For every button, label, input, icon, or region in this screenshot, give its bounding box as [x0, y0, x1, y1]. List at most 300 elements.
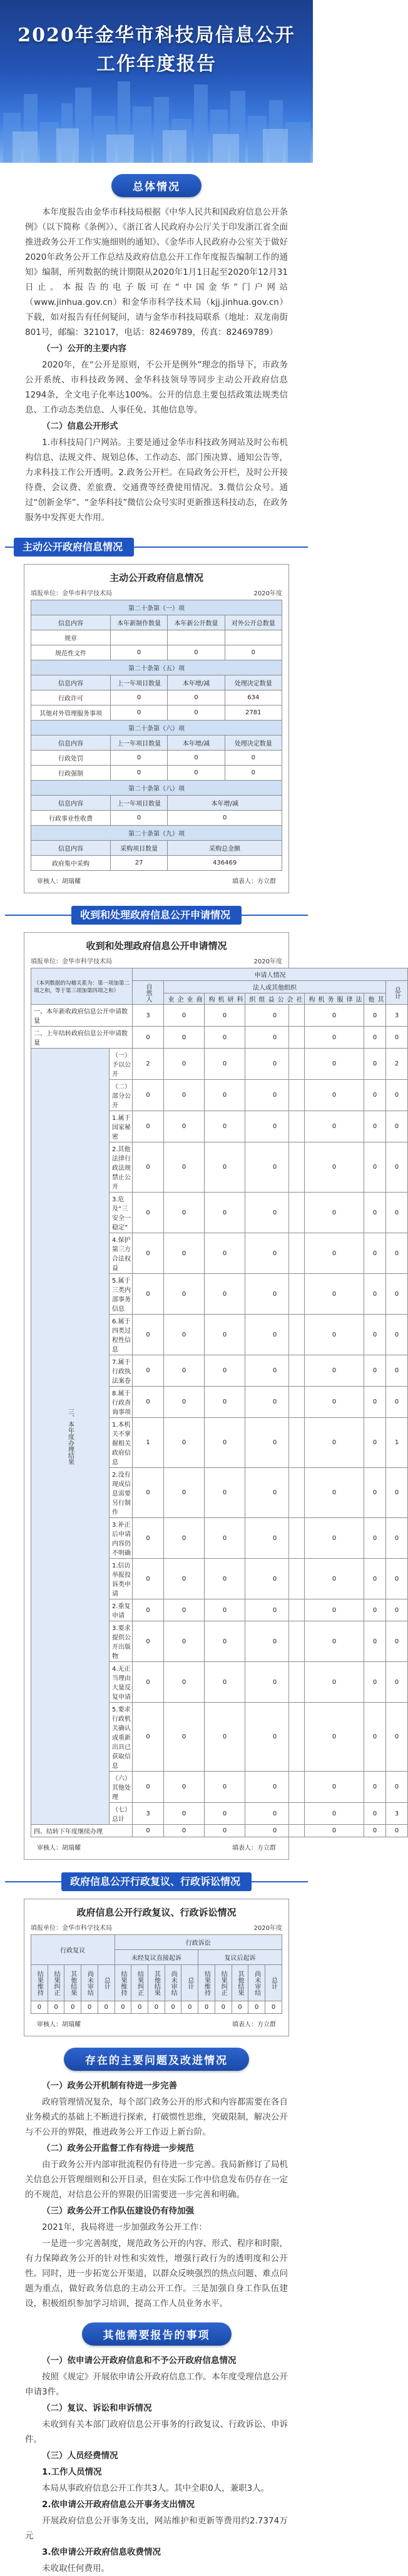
table-cell: 0: [225, 751, 282, 766]
table-header: 信息内容: [31, 841, 111, 856]
apply-cell: 0: [305, 1111, 364, 1142]
apply-cell: 0: [205, 1803, 245, 1825]
table-row: [31, 1825, 408, 1837]
apply-table-year: 2020年度: [253, 958, 282, 965]
apply-cell: 0: [364, 1142, 386, 1193]
table-row: [31, 706, 282, 721]
apply-cell: 0: [386, 1315, 408, 1355]
table-header: 处理决定数量: [225, 675, 282, 690]
reviewer: 审核人：胡瑞耀: [37, 1845, 81, 1852]
active-title: 主动公开政府信息情况: [14, 538, 134, 557]
apply-cell: 0: [386, 1080, 408, 1111]
problems-p1: 政府管理情况复杂，每个部门政务公开的形式和内容都需要在各自业务模式的基础上不断进行探索，打破惯性思维，突破限制，解决公开与不公开的界限，推进政务公开工作迈上新台阶。: [25, 2097, 288, 2137]
table-cell: 0: [110, 706, 167, 721]
apply-table-card: [24, 932, 400, 1860]
table-header: 对外公开总数量: [225, 615, 282, 630]
review-col-header: 其他结果: [148, 1965, 165, 2001]
apply-cell: 0: [386, 1825, 408, 1837]
apply-cell: 0: [205, 1315, 245, 1355]
review-cell: 0: [31, 2001, 48, 2014]
apply-cell: 0: [205, 1355, 245, 1387]
active-table-year: 2020年度: [253, 590, 282, 597]
apply-cell: 0: [305, 1005, 364, 1027]
review-group-2a: 未经复议直接起诉: [115, 1950, 198, 1965]
table-header: 信息内容: [31, 796, 111, 811]
filler: 填表人：方立群: [232, 878, 276, 885]
apply-cell: 0: [364, 1049, 386, 1080]
table-header: 本年增/减: [168, 736, 225, 751]
apply-cell: 0: [205, 1005, 245, 1027]
apply-cell: 0: [245, 1315, 305, 1355]
table-row: [31, 1005, 408, 1027]
apply-cell: 0: [305, 1559, 364, 1599]
apply-row-label: 2.其他法律行政法规禁止公开: [110, 1142, 133, 1193]
table-header: 本年新公开数量: [168, 615, 225, 630]
active-group-4: 第二十条第（八）项: [31, 781, 282, 796]
review-cell: 0: [64, 2001, 81, 2014]
active-table: [31, 600, 282, 871]
apply-row-header: （本列数据的勾稽关系为：第一项加第二项之和，等于第三项加第四项之和）: [31, 968, 133, 1005]
apply-row-label: （二）部分公开: [110, 1080, 133, 1111]
hero-banner: [0, 0, 313, 163]
table-header: 上一年项目数量: [110, 796, 167, 811]
review-cell: 0: [198, 2001, 215, 2014]
review-col-header: 尚未审结: [165, 1965, 181, 2001]
table-cell: 行政事业性收费: [31, 811, 111, 826]
apply-cell: 2: [133, 1049, 164, 1080]
apply-cell: 0: [205, 1193, 245, 1233]
review-table-card: [24, 1899, 289, 2036]
table-cell: 0: [225, 645, 282, 660]
other-h3a: 1.工作人员情况: [42, 2467, 102, 2477]
table-cell: 0: [225, 766, 282, 781]
table-cell: 行政许可: [31, 690, 111, 706]
review-table-year: 2020年度: [253, 1925, 282, 1932]
apply-table: [31, 968, 408, 1837]
review-header: [0, 1871, 313, 1892]
review-col-header: 其他结果: [64, 1965, 81, 2001]
apply-cell: 0: [245, 1559, 305, 1599]
table-cell: 0: [110, 690, 167, 706]
apply-cell: 0: [164, 1111, 205, 1142]
other-p1: 按照《规定》开展依申请公开政府信息工作。本年度受理信息公开申请3件。: [25, 2372, 288, 2397]
apply-cell: 0: [364, 1468, 386, 1518]
review-col-header: 总计: [265, 1965, 282, 2001]
apply-cell: 0: [386, 1518, 408, 1559]
apply-cell: 0: [364, 1027, 386, 1049]
apply-cell: 0: [245, 1027, 305, 1049]
apply-cell: 0: [386, 1468, 408, 1518]
review-title: 政府信息公开行政复议、行政诉讼情况: [61, 1872, 252, 1891]
review-col-header: 总计: [181, 1965, 198, 2001]
apply-cell: 0: [164, 1418, 205, 1468]
table-header: 本年新制作数量: [110, 615, 167, 630]
apply-cell: 0: [245, 1387, 305, 1418]
apply-cell: 0: [364, 1193, 386, 1233]
overview-h1: （一）公开的主要内容: [42, 344, 126, 354]
apply-cell: 0: [164, 1315, 205, 1355]
other-h3: （三）人员经费情况: [42, 2451, 118, 2461]
apply-cell: 0: [164, 1772, 205, 1803]
apply-cell: 0: [133, 1080, 164, 1111]
apply-cell: 0: [164, 1468, 205, 1518]
apply-cell: 0: [164, 1703, 205, 1772]
apply-cell: 0: [133, 1355, 164, 1387]
review-col-header: 其他结果: [232, 1965, 248, 2001]
table-cell: 0: [168, 690, 225, 706]
apply-col-group: 申请人情况: [133, 968, 408, 981]
table-row: [31, 856, 282, 871]
apply-cell: 0: [386, 1599, 408, 1621]
review-col-header: 尚未审结: [81, 1965, 98, 2001]
apply-row-label: 5.要求行政机关确认或重新出具已获取信息: [110, 1703, 133, 1772]
table-row: [31, 751, 282, 766]
reviewer: 审核人：胡瑞耀: [37, 2021, 81, 2028]
apply-cell: 0: [364, 1559, 386, 1599]
table-header: 信息内容: [31, 675, 111, 690]
apply-cell: 0: [205, 1468, 245, 1518]
apply-cell: 0: [164, 1559, 205, 1599]
table-cell: [110, 630, 167, 645]
table-cell: 0: [168, 751, 225, 766]
apply-cell: 0: [164, 1355, 205, 1387]
problems-title: 存在的主要问题及改进情况: [64, 2048, 249, 2071]
apply-cell: 0: [386, 1387, 408, 1418]
apply-row-label: 5.属于三类内部事务信息: [110, 1274, 133, 1315]
active-group-3: 第二十条第（六）项: [31, 721, 282, 736]
overview-body: [0, 205, 313, 525]
table-cell: 0: [168, 811, 282, 826]
apply-row-label: （一）予以公开: [110, 1049, 133, 1080]
apply-cell: 0: [245, 1599, 305, 1621]
apply-cell: 0: [245, 1418, 305, 1468]
apply-col-sub: 其他: [364, 993, 386, 1005]
apply-cell: 0: [133, 1599, 164, 1621]
table-cell: 436469: [168, 856, 282, 871]
review-cell: 0: [48, 2001, 64, 2014]
apply-cell: 0: [164, 1825, 205, 1837]
problems-p2: 由于政务公开内部审批流程仍有待进一步完善。我局新修订了局机关信息公开管理细则和公开目录，但在实际工作中信息发布仍存在一定的不规范，对信息公开的界限仍旧需要进一步完善和明确。: [25, 2160, 288, 2200]
table-header: 采购总金额: [168, 841, 282, 856]
table-row: [31, 766, 282, 781]
apply-cell: 0: [133, 1772, 164, 1803]
apply-row-label: （六）其他处理: [110, 1772, 133, 1803]
apply-cell: 3: [133, 1005, 164, 1027]
apply-cell: 0: [305, 1518, 364, 1559]
apply-cell: 0: [164, 1005, 205, 1027]
review-group-1: 行政复议: [31, 1935, 115, 1965]
apply-col-sub: 商业企业: [164, 993, 205, 1005]
apply-cell: 0: [305, 1274, 364, 1315]
review-col-header: 结果维持: [115, 1965, 131, 2001]
active-table-meta: [31, 588, 282, 597]
apply-cell: 0: [386, 1233, 408, 1274]
apply-cell: 0: [205, 1142, 245, 1193]
apply-cell: 0: [205, 1825, 245, 1837]
apply-cell: 0: [364, 1621, 386, 1662]
table-row: [31, 1049, 408, 1080]
review-cell: 0: [181, 2001, 198, 2014]
apply-row-label: 四、结转下年度继续办理: [31, 1825, 133, 1837]
other-h3b: 2.依申请公开政府信息公开事务支出情况: [42, 2500, 195, 2510]
reviewer: 审核人：胡瑞耀: [37, 878, 81, 885]
apply-cell: 0: [386, 1193, 408, 1233]
table-header: 信息内容: [31, 736, 111, 751]
other-p2: 未收到有关本部门政府信息公开事务的行政复议、行政诉讼、申诉件。: [25, 2419, 288, 2445]
apply-cell: 0: [205, 1518, 245, 1559]
table-cell: 0: [110, 811, 167, 826]
apply-cell: 0: [205, 1621, 245, 1662]
table-row: [31, 690, 282, 706]
apply-cell: 0: [245, 1080, 305, 1111]
active-group-2: 第二十条第（五）项: [31, 660, 282, 675]
apply-cell: 0: [245, 1621, 305, 1662]
table-row: [31, 811, 282, 826]
apply-cell: 0: [133, 1559, 164, 1599]
apply-cell: 0: [205, 1559, 245, 1599]
apply-cell: 0: [164, 1387, 205, 1418]
apply-cell: 0: [386, 1027, 408, 1049]
apply-cell: 0: [245, 1355, 305, 1387]
apply-table-meta: [31, 956, 282, 965]
apply-cell: 0: [305, 1080, 364, 1111]
report-title-line1: 2020年金华市科技局信息公开: [18, 24, 295, 46]
apply-cell: 0: [364, 1111, 386, 1142]
other-h3c: 3.依申请公开政府信息收费情况: [42, 2547, 161, 2557]
review-cell: 0: [115, 2001, 131, 2014]
apply-cell: 0: [305, 1233, 364, 1274]
apply-cell: 0: [364, 1803, 386, 1825]
apply-cell: 0: [386, 1142, 408, 1193]
apply-cell: 0: [245, 1142, 305, 1193]
review-col-header: 尚未审结: [248, 1965, 265, 2001]
table-cell: 2781: [225, 706, 282, 721]
apply-cell: 0: [364, 1005, 386, 1027]
problems-p3: 2021年，我局将进一步加强政务公开工作：: [42, 2222, 207, 2232]
apply-row-label: 一、本年新收政府信息公开申请数量: [31, 1005, 133, 1027]
apply-cell: 0: [133, 1315, 164, 1355]
filler: 填表人：方立群: [232, 2021, 276, 2028]
table-header: 本年增/减: [168, 796, 282, 811]
table-cell: 行政强制: [31, 766, 111, 781]
apply-cell: 0: [305, 1662, 364, 1703]
table-header: 上一年项目数量: [110, 675, 167, 690]
apply-cell: 0: [164, 1662, 205, 1703]
active-group-1: 第二十条第（一）项: [31, 600, 282, 615]
review-cell: 0: [248, 2001, 265, 2014]
table-header: 处理决定数量: [225, 736, 282, 751]
apply-cell: 0: [245, 1193, 305, 1233]
apply-cell: 0: [133, 1703, 164, 1772]
table-header: 本年增/减: [168, 675, 225, 690]
apply-cell: 0: [164, 1080, 205, 1111]
review-cell: 0: [232, 2001, 248, 2014]
overview-h2: （二）信息公开形式: [42, 421, 118, 431]
apply-table-unit: 填报单位：金华市科学技术局: [31, 958, 112, 965]
apply-cell: 0: [305, 1418, 364, 1468]
apply-cell: 0: [164, 1803, 205, 1825]
overview-title: 总体情况: [111, 174, 201, 197]
apply-cell: 1: [133, 1418, 164, 1468]
apply-cell: 0: [364, 1518, 386, 1559]
apply-cell: 0: [164, 1027, 205, 1049]
apply-cell: 0: [164, 1233, 205, 1274]
apply-row-label: 1.本机关不掌握相关政府信息: [110, 1418, 133, 1468]
review-table: [31, 1934, 282, 2014]
apply-cell: 0: [164, 1274, 205, 1315]
apply-cell: 0: [245, 1274, 305, 1315]
table-row: [31, 630, 282, 645]
apply-col-persons: 自然人: [133, 981, 164, 1005]
other-p3b: 开展政府信息公开事务支出，网站维护和更新等费用约2.7374万元: [25, 2516, 288, 2541]
apply-cell: 0: [305, 1193, 364, 1233]
review-cell: 0: [165, 2001, 181, 2014]
apply-row-label: 3.补正后申请内容仍不明确: [110, 1518, 133, 1559]
apply-row-label: 2.没有现成信息需要另行制作: [110, 1468, 133, 1518]
apply-cell: 0: [164, 1518, 205, 1559]
apply-cell: 0: [205, 1599, 245, 1621]
table-cell: 行政处罚: [31, 751, 111, 766]
other-p3a: 本局从事政府信息公开工作共3人。其中全职0人，兼职3人。: [42, 2483, 270, 2493]
problems-h3: （三）政务公开工作队伍建设仍有待加强: [42, 2206, 194, 2216]
table-header: 采购项目数量: [110, 841, 167, 856]
apply-header: [0, 905, 313, 926]
review-cell: 0: [215, 2001, 232, 2014]
apply-cell: 0: [245, 1049, 305, 1080]
active-table-title: 主动公开政府信息情况: [109, 572, 203, 583]
other-title: 其他需要报告的事项: [82, 2322, 232, 2346]
review-group-2b: 复议后起诉: [198, 1950, 282, 1965]
apply-cell: 0: [364, 1233, 386, 1274]
apply-cell: 0: [364, 1599, 386, 1621]
apply-col-sub: 社会公益组织: [245, 993, 305, 1005]
apply-cell: 0: [245, 1703, 305, 1772]
apply-row-label: （七）总计: [110, 1803, 133, 1825]
review-col-header: 结果纠正: [48, 1965, 64, 2001]
apply-table-footer: [31, 1842, 282, 1852]
review-col-header: 结果纠正: [215, 1965, 232, 2001]
table-cell: 0: [110, 751, 167, 766]
review-col-header: 结果维持: [198, 1965, 215, 2001]
table-cell: 规章: [31, 630, 111, 645]
apply-cell: 0: [364, 1080, 386, 1111]
overview-header: [0, 174, 313, 197]
table-row: [31, 645, 282, 660]
apply-cell: 0: [205, 1703, 245, 1772]
review-col-header: 结果维持: [31, 1965, 48, 2001]
apply-cell: 0: [305, 1599, 364, 1621]
problems-p4: 一是进一步完善制度，规范政务公开的内容、形式、程序和时限，有力保障政务公开的针对性和实效性，增强行政行为的透明度和公开性。同时，进一步拓宽公开渠道，以群众反映强烈的热点问题、难点问题为重点，做好政务信息的主动公开工作。三是加强自身工作队伍建设，积极组织参加学习培训，提高工作人员业务水平。: [25, 2239, 288, 2309]
apply-cell: 0: [245, 1772, 305, 1803]
review-group-2: 行政诉讼: [115, 1935, 282, 1950]
apply-cell: 0: [364, 1315, 386, 1355]
apply-row-label: 7.属于行政执法案卷: [110, 1355, 133, 1387]
apply-row-label: 8.属于行政查询事项: [110, 1387, 133, 1418]
review-cell: 0: [98, 2001, 115, 2014]
review-cell: 0: [131, 2001, 148, 2014]
apply-cell: 0: [386, 1111, 408, 1142]
other-p3c: 未收取任何费用。: [42, 2563, 110, 2573]
apply-cell: 0: [133, 1142, 164, 1193]
apply-cell: 0: [133, 1662, 164, 1703]
apply-cell: 0: [164, 1193, 205, 1233]
active-table-card: [24, 564, 289, 893]
apply-cell: 0: [133, 1193, 164, 1233]
apply-cell: 0: [386, 1621, 408, 1662]
apply-col-total: 总计: [386, 981, 408, 1005]
apply-cell: 2: [386, 1049, 408, 1080]
apply-cell: 0: [364, 1772, 386, 1803]
apply-table-title: 收到和处理政府信息公开申请情况: [86, 940, 227, 952]
apply-cell: 0: [245, 1803, 305, 1825]
table-cell: [225, 630, 282, 645]
apply-cell: 0: [133, 1387, 164, 1418]
apply-row-label: 4.保护第三方合法权益: [110, 1233, 133, 1274]
apply-cell: 3: [133, 1803, 164, 1825]
apply-cell: 0: [305, 1315, 364, 1355]
apply-cell: 0: [133, 1518, 164, 1559]
apply-cell: 0: [305, 1772, 364, 1803]
active-table-footer: [31, 876, 282, 885]
apply-cell: 0: [364, 1418, 386, 1468]
table-cell: 0: [168, 766, 225, 781]
apply-cell: 0: [245, 1662, 305, 1703]
table-cell: 0: [110, 766, 167, 781]
apply-cell: 0: [305, 1621, 364, 1662]
table-cell: [168, 630, 225, 645]
apply-title: 收到和处理政府信息公开申请情况: [71, 906, 242, 925]
table-header: 上一年项目数量: [110, 736, 167, 751]
apply-cell: 0: [205, 1418, 245, 1468]
city-skyline-image: [0, 69, 313, 163]
apply-row-label: 2.重复申请: [110, 1599, 133, 1621]
active-group-5: 第二十条第（九）项: [31, 826, 282, 841]
apply-cell: 0: [205, 1233, 245, 1274]
active-table-unit: 填报单位：金华市科学技术局: [31, 590, 112, 597]
apply-cell: 0: [205, 1049, 245, 1080]
apply-cell: 0: [133, 1111, 164, 1142]
table-cell: 0: [168, 706, 225, 721]
overview-p2: 1.市科技局门户网站。主要是通过金华市科技政务网站及时公布机构信息、法规文件、规划总体、工作动态、部门预决算、通知公告等，力求科技工作公开透明。2.政务公开栏。在局政务公开栏，及时公开接待费、会议费、差旅费、交通费等经费使用情况。3.微信公众号。通过“创新金华”、“金华科技”微信公众号实时更新推送科技动态，在政务服务中发挥更大作用。: [25, 438, 288, 523]
apply-cell: 0: [386, 1559, 408, 1599]
apply-cell: 0: [133, 1825, 164, 1837]
apply-cell: 0: [205, 1111, 245, 1142]
other-h2: （二）复议、诉讼和申诉情况: [42, 2403, 152, 2413]
table-cell: 其他对外管理服务事项: [31, 706, 111, 721]
apply-cell: 0: [364, 1274, 386, 1315]
apply-cell: 0: [164, 1142, 205, 1193]
apply-cell: 0: [305, 1703, 364, 1772]
apply-cell: 0: [133, 1621, 164, 1662]
apply-row-label: 3.要求提供公开出版物: [110, 1621, 133, 1662]
problems-h2: （二）政务公开监督工作有待进一步规范: [42, 2143, 194, 2153]
table-cell: 0: [168, 645, 225, 660]
apply-row-label: 二、上年结转政府信息公开申请数量: [31, 1027, 133, 1049]
report-title: [0, 21, 313, 79]
apply-cell: 0: [164, 1599, 205, 1621]
table-row: [31, 1027, 408, 1049]
apply-row-label: 6.属于四类过程性信息: [110, 1315, 133, 1355]
apply-cell: 0: [386, 1703, 408, 1772]
other-header: [0, 2322, 313, 2346]
apply-cell: 0: [245, 1005, 305, 1027]
review-table-title: 政府信息公开行政复议、行政诉讼情况: [76, 1907, 237, 1918]
apply-cell: 0: [133, 1027, 164, 1049]
apply-cell: 0: [305, 1355, 364, 1387]
apply-cell: 0: [205, 1772, 245, 1803]
apply-cell: 0: [364, 1387, 386, 1418]
review-table-unit: 填报单位：金华市科学技术局: [31, 1925, 112, 1932]
